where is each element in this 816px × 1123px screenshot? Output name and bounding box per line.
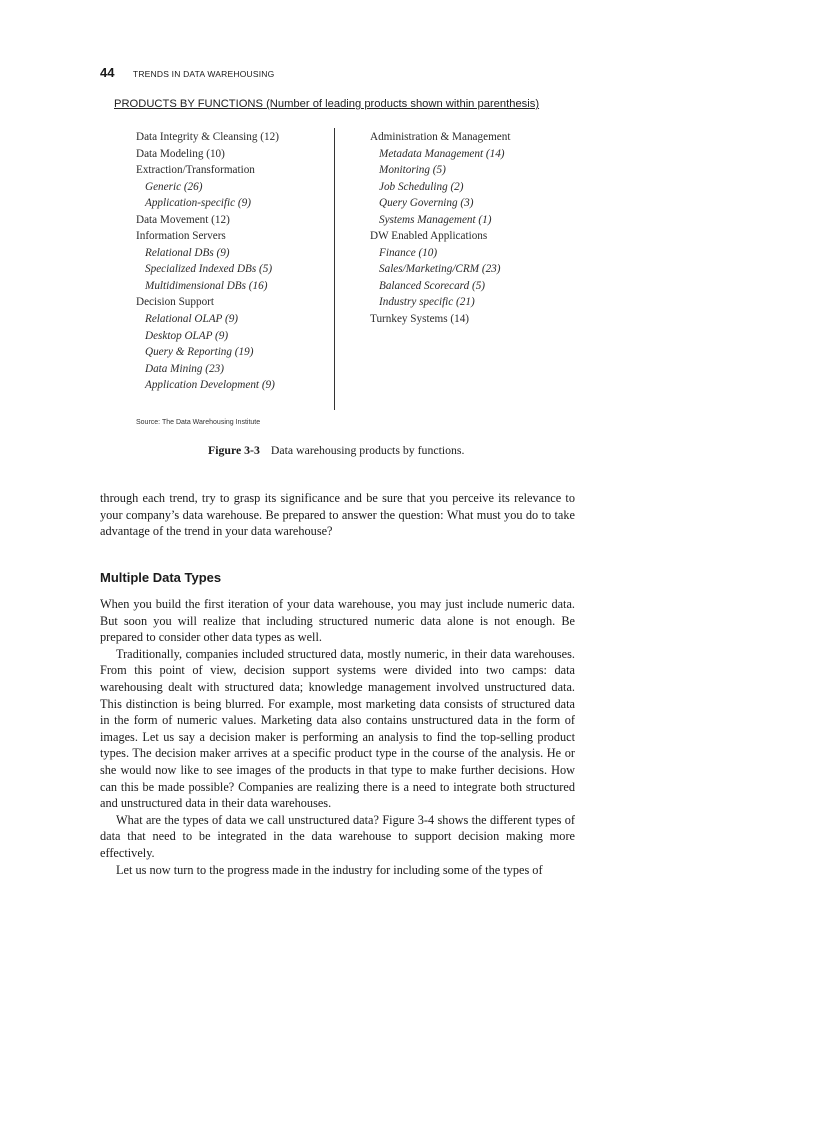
figure-subcategory-item: Multidimensional DBs (16) bbox=[145, 279, 268, 292]
figure-subcategory-item: Query & Reporting (19) bbox=[145, 346, 254, 359]
caption-label: Figure 3-3 bbox=[208, 443, 260, 457]
figure-subcategory-item: Data Mining (23) bbox=[145, 362, 224, 375]
figure-subcategory-item: Job Scheduling (2) bbox=[379, 180, 464, 193]
figure-subcategory-item: Metadata Management (14) bbox=[379, 147, 505, 160]
paragraph: Traditionally, companies included structured data, mostly numeric, in their data warehouses. From this point of view, decision support systems were divided into two camps: data warehousing dealt with structured data; knowledge management involved unstructured data. This distinction is being blurred. For example, most marketing data consists of structured data in the form of numeric values. Marketing data also contains unstructured data in the form of images. Let us say a decision maker is performing an analysis to find the top-selling product types. The decision maker arrives at a specific product type in the course of the analysis. He or she would now like to see images of the products in that type to make further decisions. How can this be made possible? Companies are realizing there is a need to integrate both structured and unstructured data in their data warehouses. bbox=[100, 646, 575, 811]
figure-category-item: Data Modeling (10) bbox=[136, 147, 225, 160]
figure-category-item: Decision Support bbox=[136, 296, 214, 309]
figure-caption bbox=[208, 443, 464, 458]
intro-paragraph: through each trend, try to grasp its significance and be sure that you perceive its relevance to your company’s data warehouse. Be prepared to answer the question: What must you do to take advantage of the trend in your data warehouse? bbox=[100, 491, 575, 539]
paragraph: When you build the first iteration of your data warehouse, you may just include numeric data. But soon you will realize that including structured numeric data alone is not enough. Be prepared to consider other data types as well. bbox=[100, 597, 575, 645]
figure-subcategory-item: Relational OLAP (9) bbox=[145, 313, 239, 326]
figure-category-item: Data Integrity & Cleansing (12) bbox=[136, 131, 279, 143]
page-number: 44 bbox=[100, 65, 115, 80]
figure-subcategory-item: Desktop OLAP (9) bbox=[145, 329, 229, 342]
figure-right-column bbox=[370, 129, 510, 328]
figure-category-item: Data Movement (12) bbox=[136, 213, 230, 226]
figure-subcategory-item: Generic (26) bbox=[145, 180, 203, 193]
page-header bbox=[100, 64, 274, 82]
section-heading: Multiple Data Types bbox=[100, 570, 222, 585]
figure-subcategory-item: Application Development (9) bbox=[145, 379, 275, 392]
figure-subcategory-item: Query Governing (3) bbox=[379, 197, 474, 210]
paragraph: Let us now turn to the progress made in the industry for including some of the types of bbox=[116, 862, 543, 877]
figure-subcategory-item: Sales/Marketing/CRM (23) bbox=[379, 263, 501, 276]
figure-category-item: DW Enabled Applications bbox=[370, 230, 488, 243]
figure-subcategory-item: Relational DBs (9) bbox=[145, 246, 230, 259]
figure-subcategory-item: Specialized Indexed DBs (5) bbox=[145, 263, 273, 276]
running-title: TRENDS IN DATA WAREHOUSING bbox=[132, 69, 275, 79]
figure-subcategory-item: Systems Management (1) bbox=[379, 213, 492, 226]
intro-paragraph-block bbox=[100, 490, 575, 540]
section-body bbox=[100, 596, 575, 878]
figure-category-item: Administration & Management bbox=[370, 131, 511, 143]
figure-category-item: Extraction/Transformation bbox=[136, 164, 255, 177]
column-divider bbox=[334, 128, 335, 410]
figure-left-column bbox=[136, 129, 279, 394]
figure-source: Source: The Data Warehousing Institute bbox=[136, 419, 261, 426]
figure-subcategory-item: Monitoring (5) bbox=[379, 164, 446, 177]
figure-subcategory-item: Finance (10) bbox=[379, 246, 438, 259]
figure-subcategory-item: Industry specific (21) bbox=[379, 296, 475, 309]
figure-subcategory-item: Application-specific (9) bbox=[145, 197, 251, 210]
figure-heading: PRODUCTS BY FUNCTIONS (Number of leading products shown within parenthesis) bbox=[114, 98, 540, 110]
figure-category-item: Turnkey Systems (14) bbox=[370, 313, 470, 326]
figure-subcategory-item: Balanced Scorecard (5) bbox=[379, 279, 486, 292]
figure-category-item: Information Servers bbox=[136, 230, 226, 243]
caption-text: Data warehousing products by functions. bbox=[270, 443, 465, 457]
paragraph: What are the types of data we call unstructured data? Figure 3-4 shows the different types of data that need to be integrated in the data warehouse to support decision making more effectively. bbox=[100, 812, 575, 860]
